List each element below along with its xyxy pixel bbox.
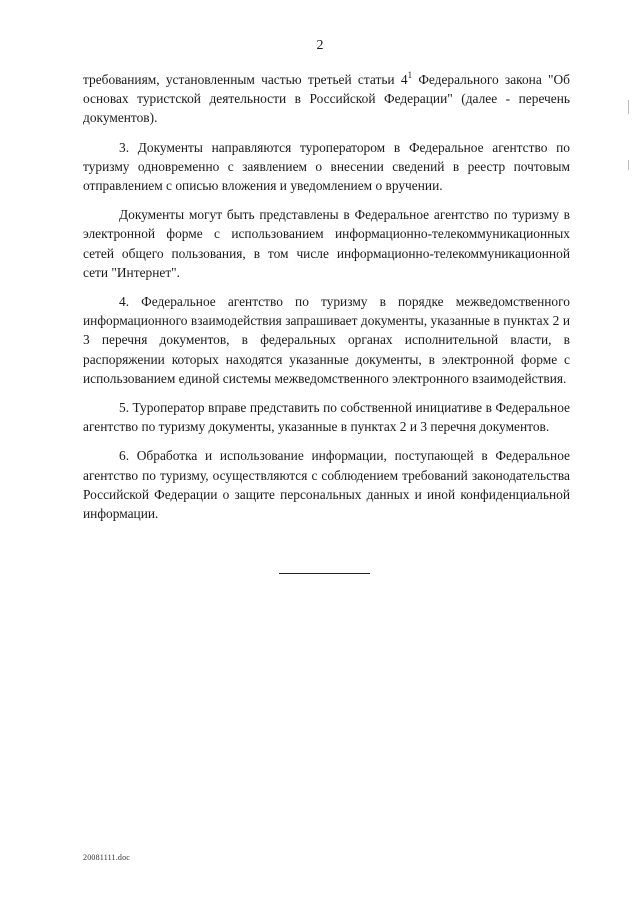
scan-edge-mark — [628, 100, 629, 114]
page-number: 2 — [316, 38, 324, 53]
paragraph-continuation-text-end: Федерального закона "Об основах туристской деятельности в Российской Федерации" (далее - перечень документов). — [83, 72, 570, 126]
paragraph-continuation — [83, 70, 570, 128]
paragraph-continuation-text: требованиям, установленным частью третьей статьи 4 — [83, 72, 408, 87]
paragraph-item-6: 6. Обработка и использование информации, поступающей в Федеральное агентство по туризму, осуществляются с соблюдением требований законодательства Российской Федерации о защите персональных данных и иной конфиденциальной информации. — [83, 448, 570, 522]
end-of-text-rule — [279, 573, 370, 574]
paragraph-item-5: 5. Туроператор вправе представить по собственной инициативе в Федеральное агентство по туризму документы, указанные в пунктах 2 и 3 перечня документов. — [83, 400, 570, 435]
paragraph-electronic-form: Документы могут быть представлены в Федеральное агентство по туризму в электронной форме с использованием информационно-телекоммуникационных сетей общего пользования, в том числе информационно-телекоммуникационной сети "Интернет". — [83, 207, 570, 280]
paragraph-item-4: 4. Федеральное агентство по туризму в порядке межведомственного информационного взаимодействия запрашивает документы, указанные в пунктах 2 и 3 перечня документов, в федеральных органах исполнительной власти, в распоряжении которых находятся указанные документы, в электронной форме с использованием единой системы межведомственного электронного взаимодействия. — [83, 294, 570, 386]
paragraph-item-3: 3. Документы направляются туроператором в Федеральное агентство по туризму одновременно с заявлением о внесении сведений в реестр почтовым отправлением с описью вложения и уведомлением о вручении. — [83, 139, 570, 194]
footer-file-code: 20081111.doc — [83, 853, 131, 862]
scan-edge-mark — [628, 160, 629, 170]
superscript-article-index: 1 — [407, 70, 413, 80]
document-body — [83, 70, 570, 523]
